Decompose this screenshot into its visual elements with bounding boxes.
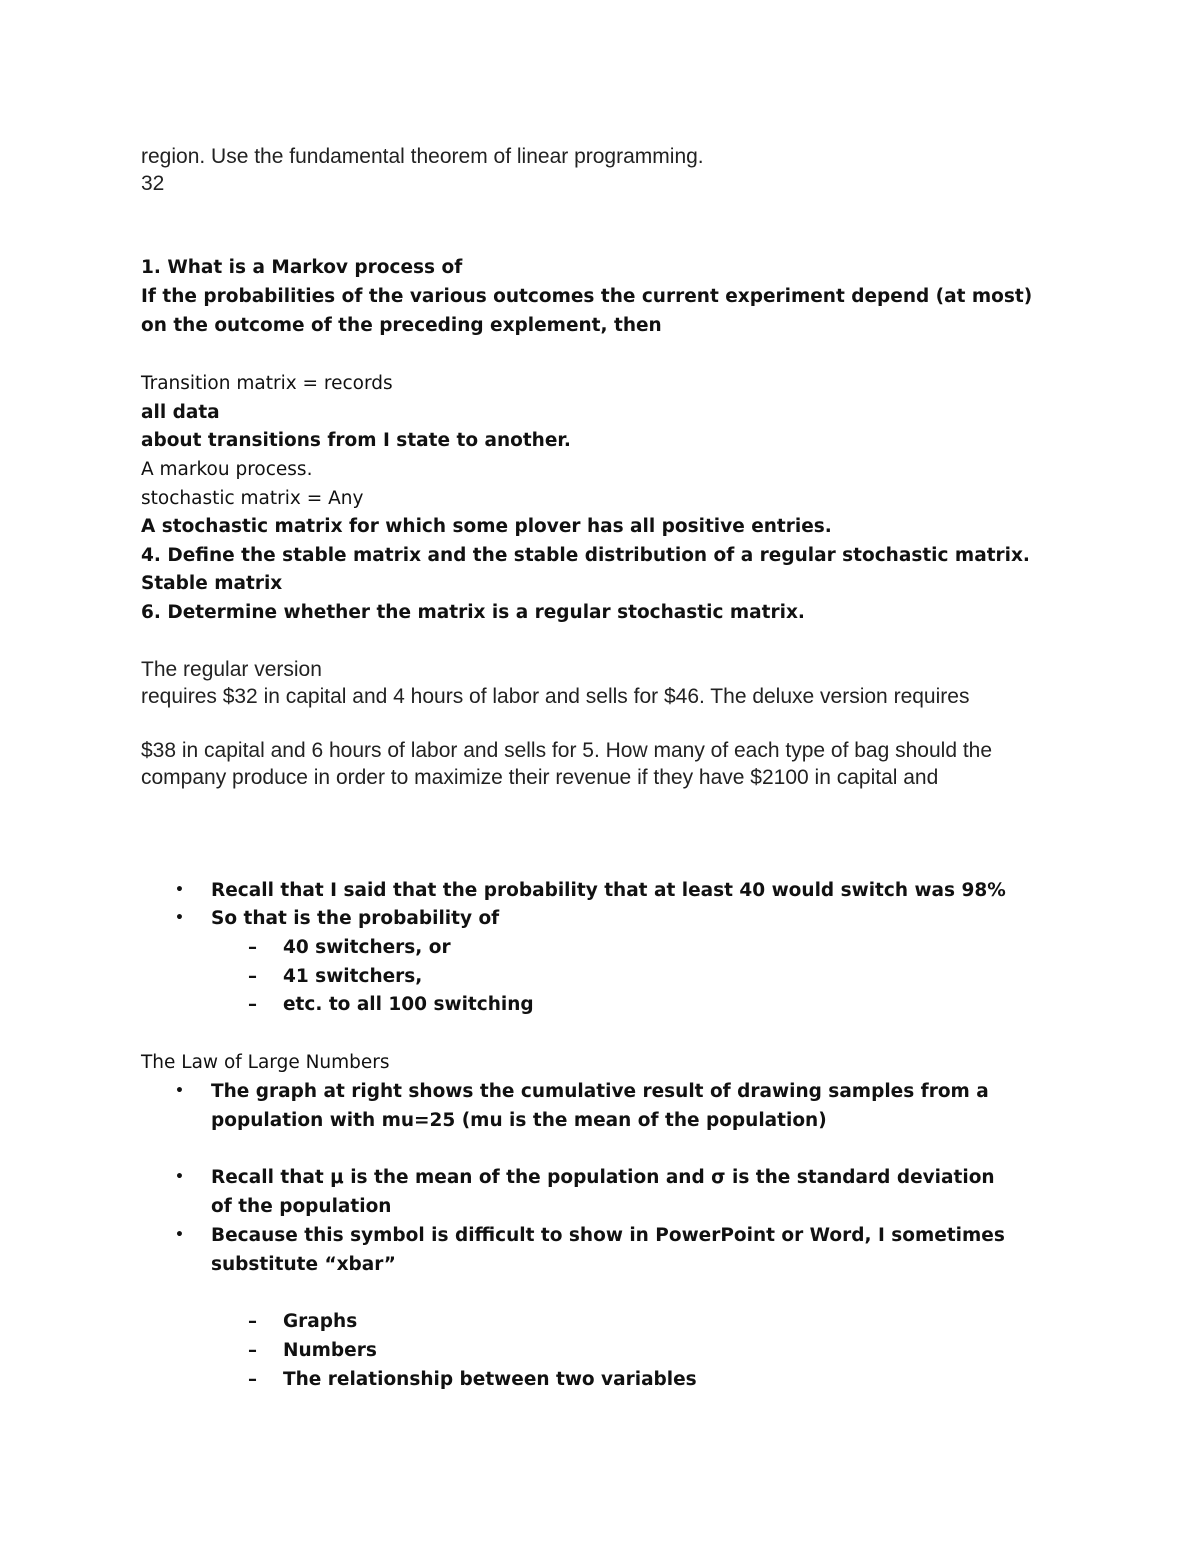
bullet-icon: • xyxy=(175,910,184,926)
answer-markov: If the probabilities of the various outcomes the current experiment depend (at most) on the outcome of the preceding explement, then xyxy=(141,286,1033,336)
problem-line-2: requires $32 in capital and 4 hours of labor and sells for $46. The deluxe version requires xyxy=(141,685,970,708)
bullet-text: So that is the probability of xyxy=(211,908,500,929)
bullet-icon: • xyxy=(175,882,184,898)
dash-text: etc. to all 100 switching xyxy=(283,994,534,1015)
dash-icon: – xyxy=(248,1340,257,1361)
bullet-icon: • xyxy=(175,1227,184,1243)
stochastic-matrix-line: stochastic matrix = Any xyxy=(141,488,364,509)
bullet-text: Because this symbol is difficult to show in PowerPoint or Word, I sometimes substitute “xbar” xyxy=(211,1225,1005,1275)
problem-line-3: $38 in capital and 6 hours of labor and sells for 5. How many of each type of bag should the company produce in order to maximize their revenue if they have $2100 in capital and xyxy=(141,739,993,789)
intro-line: region. Use the fundamental theorem of linear programming. xyxy=(141,145,704,168)
dash-icon: – xyxy=(248,1311,257,1332)
dash-icon: – xyxy=(248,994,257,1015)
problem-line-1: The regular version xyxy=(141,658,322,681)
regular-definition-line: A stochastic matrix for which some plover has all positive entries. xyxy=(141,516,832,537)
question-markov: 1. What is a Markov process of xyxy=(141,257,463,278)
dash-icon: – xyxy=(248,1369,257,1390)
question-6: 6. Determine whether the matrix is a regular stochastic matrix. xyxy=(141,602,805,623)
all-data-line: all data xyxy=(141,402,220,423)
bullet-icon: • xyxy=(175,1169,184,1185)
dash-icon: – xyxy=(248,966,257,987)
dash-text: Numbers xyxy=(283,1340,377,1361)
dash-text: Graphs xyxy=(283,1311,358,1332)
transition-matrix-line: Transition matrix = records xyxy=(141,373,393,394)
dash-text: The relationship between two variables xyxy=(283,1369,697,1390)
bullet-text: Recall that I said that the probability that at least 40 would switch was 98% xyxy=(211,880,1006,901)
bullet-text: The graph at right shows the cumulative result of drawing samples from a population with mu=25 (mu is the mean of the population) xyxy=(211,1081,989,1131)
dash-text: 40 switchers, or xyxy=(283,937,451,958)
question-4: 4. Define the stable matrix and the stable distribution of a regular stochastic matrix. xyxy=(141,545,1030,566)
about-transitions-line: about transitions from I state to another. xyxy=(141,430,571,451)
dash-text: 41 switchers, xyxy=(283,966,423,987)
bullet-icon: • xyxy=(175,1083,184,1099)
intro-page-number: 32 xyxy=(141,172,165,195)
stable-matrix-line: Stable matrix xyxy=(141,573,283,594)
section-heading: The Law of Large Numbers xyxy=(141,1052,390,1073)
dash-icon: – xyxy=(248,937,257,958)
bullet-text: Recall that μ is the mean of the population and σ is the standard deviation of the population xyxy=(211,1167,995,1217)
markou-process-line: A markou process. xyxy=(141,459,313,480)
